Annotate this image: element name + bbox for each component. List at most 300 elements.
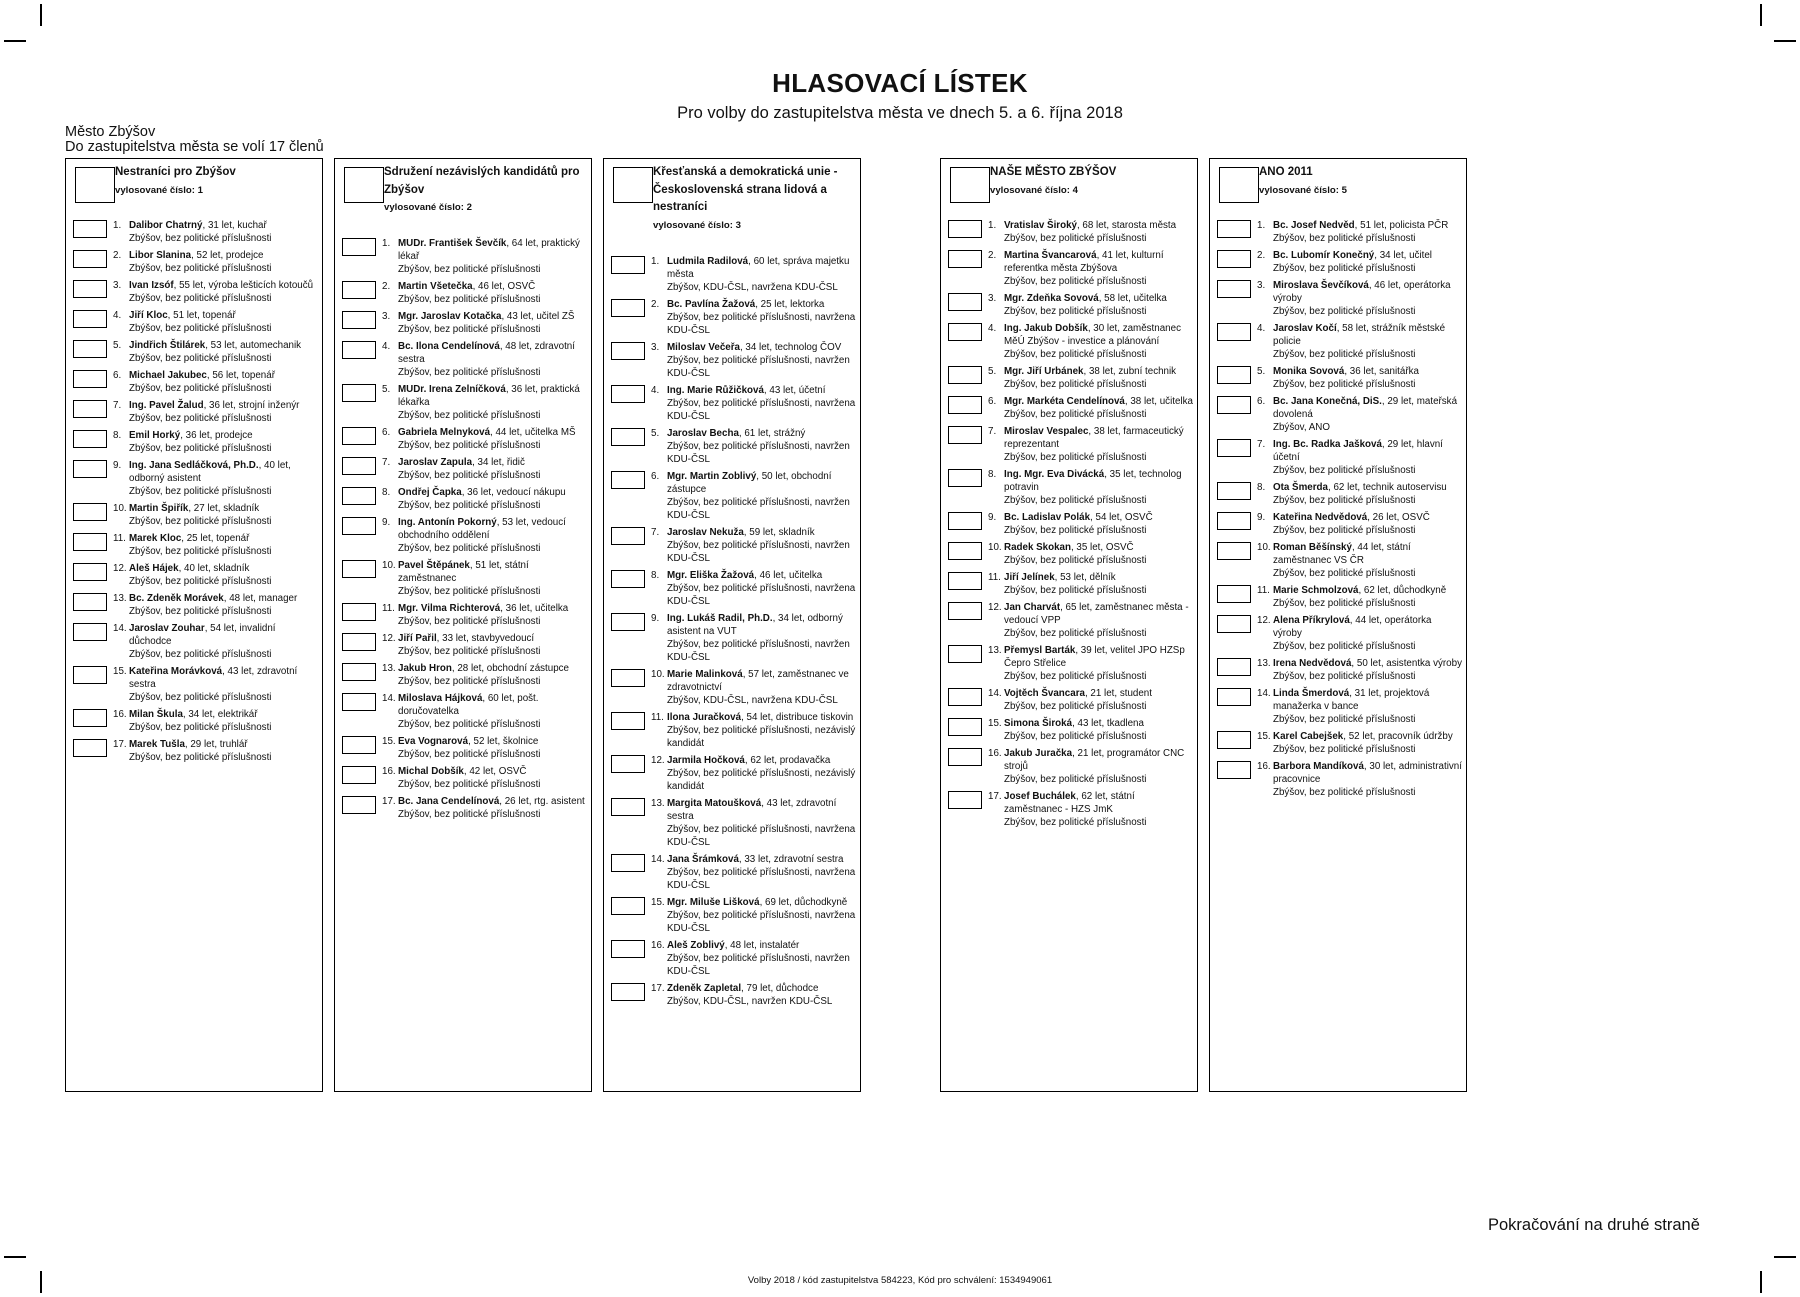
candidate-checkbox[interactable] — [342, 281, 376, 299]
candidate-info: , 42 let, OSVČ — [463, 766, 527, 777]
candidate-info: , 43 let, učitel ZŠ — [501, 311, 575, 322]
candidate-info: , 34 let, učitel — [1374, 250, 1432, 261]
candidate-info: , 36 let, praktická lékařka — [398, 384, 580, 408]
candidate-entry — [651, 797, 856, 849]
candidate-name: Jaroslav Becha — [667, 428, 739, 439]
candidate-checkbox[interactable] — [611, 527, 645, 545]
candidate-number: 4. — [651, 385, 660, 396]
candidate-number: 6. — [382, 427, 391, 438]
candidate-checkbox[interactable] — [342, 560, 376, 578]
candidate-affiliation: Zbýšov, bez politické příslušnosti — [398, 646, 541, 657]
candidate-affiliation: Zbýšov, bez politické příslušnosti — [1273, 306, 1416, 317]
candidate-entry — [1257, 687, 1462, 726]
candidate-name: Jaroslav Kočí — [1273, 323, 1337, 334]
candidate-checkbox[interactable] — [1217, 439, 1251, 457]
candidate-checkbox[interactable] — [342, 766, 376, 784]
candidate-info: , 54 let, distribuce tiskovin — [741, 712, 854, 723]
candidate-info: , 21 let, programátor CNC strojů — [1004, 748, 1185, 772]
candidate-checkbox[interactable] — [611, 471, 645, 489]
party-checkbox[interactable] — [1219, 167, 1259, 203]
candidate-checkbox[interactable] — [1217, 688, 1251, 706]
candidate-name: Přemysl Barták — [1004, 645, 1076, 656]
candidate-entry — [1257, 730, 1462, 756]
candidate-text — [129, 249, 318, 275]
candidate-entry — [988, 468, 1193, 507]
candidate-text — [129, 665, 318, 704]
candidate-number: 2. — [988, 250, 997, 261]
candidate-entry — [382, 795, 587, 821]
candidate-affiliation: Zbýšov, ANO — [1273, 422, 1330, 433]
candidate-number: 17. — [651, 983, 665, 994]
candidate-entry — [113, 562, 318, 588]
candidate-name: Miroslava Ševčíková — [1273, 280, 1369, 291]
candidate-checkbox[interactable] — [1217, 585, 1251, 603]
candidate-checkbox[interactable] — [948, 469, 982, 487]
candidate-number: 9. — [113, 460, 122, 471]
candidate-affiliation: Zbýšov, bez politické příslušnosti — [1004, 452, 1147, 463]
candidate-name: Martin Všetečka — [398, 281, 473, 292]
candidate-affiliation: Zbýšov, bez politické příslušnosti — [129, 752, 272, 763]
candidate-info: , 51 let, státní zaměstnanec — [398, 560, 529, 584]
candidate-text — [1004, 322, 1193, 361]
candidate-info: , 44 let, operátorka výroby — [1273, 615, 1432, 639]
candidate-checkbox[interactable] — [342, 238, 376, 256]
candidate-checkbox[interactable] — [948, 718, 982, 736]
candidate-number: 5. — [382, 384, 391, 395]
candidate-affiliation: Zbýšov, bez politické příslušnosti — [398, 470, 541, 481]
candidate-affiliation: Zbýšov, bez politické příslušnosti — [129, 516, 272, 527]
candidate-text — [1004, 395, 1193, 421]
candidate-checkbox[interactable] — [73, 666, 107, 684]
candidate-checkbox[interactable] — [948, 396, 982, 414]
candidate-entry — [651, 853, 856, 892]
candidate-info: , 55 let, výroba lešticích kotoučů — [173, 280, 314, 291]
candidate-checkbox[interactable] — [1217, 482, 1251, 500]
candidate-name: Jiří Jelínek — [1004, 572, 1055, 583]
candidate-info: , 29 let, hlavní účetní — [1273, 439, 1443, 463]
candidate-entry — [651, 384, 856, 423]
candidate-info: , 36 let, vedoucí nákupu — [461, 487, 566, 498]
candidate-number: 11. — [382, 603, 395, 614]
candidate-number: 16. — [382, 766, 396, 777]
candidate-text — [667, 255, 856, 294]
candidate-checkbox[interactable] — [73, 310, 107, 328]
candidate-text — [667, 982, 856, 1008]
candidate-checkbox[interactable] — [342, 384, 376, 402]
candidate-name: Jana Šrámková — [667, 854, 739, 865]
candidate-entry — [1257, 481, 1462, 507]
candidate-checkbox[interactable] — [948, 542, 982, 560]
candidate-number: 9. — [1257, 512, 1266, 523]
candidate-checkbox[interactable] — [1217, 512, 1251, 530]
candidate-text — [129, 738, 318, 764]
candidate-affiliation: Zbýšov, bez politické příslušnosti — [1273, 787, 1416, 798]
candidate-name: Bc. Ladislav Polák — [1004, 512, 1091, 523]
candidate-checkbox[interactable] — [948, 688, 982, 706]
candidate-info: , 69 let, důchodkyně — [759, 897, 848, 908]
candidate-text — [129, 339, 318, 365]
candidate-checkbox[interactable] — [611, 342, 645, 360]
candidate-entry — [382, 237, 587, 276]
municipality-name: Město Zbýšov — [65, 124, 156, 140]
party-checkbox[interactable] — [344, 167, 384, 203]
candidate-checkbox[interactable] — [1217, 323, 1251, 341]
candidate-checkbox[interactable] — [73, 400, 107, 418]
candidate-checkbox[interactable] — [342, 796, 376, 814]
candidate-text — [1273, 438, 1462, 477]
candidate-name: Jindřich Štilárek — [129, 340, 206, 351]
candidate-checkbox[interactable] — [342, 341, 376, 359]
candidate-name: Martin Špiřík — [129, 503, 189, 514]
candidate-affiliation: Zbýšov, KDU-ČSL, navržena KDU-ČSL — [667, 282, 838, 293]
candidate-name: Ing. Jana Sedláčková, Ph.D. — [129, 460, 259, 471]
candidate-text — [667, 853, 856, 892]
candidate-checkbox[interactable] — [73, 593, 107, 611]
candidate-checkbox[interactable] — [948, 512, 982, 530]
candidate-name: Ivan Izsóf — [129, 280, 174, 291]
candidate-checkbox[interactable] — [611, 428, 645, 446]
candidate-name: Ing. Pavel Žalud — [129, 400, 204, 411]
candidate-text — [1273, 584, 1462, 610]
candidate-checkbox[interactable] — [73, 340, 107, 358]
candidate-name: Libor Slanina — [129, 250, 192, 261]
candidate-checkbox[interactable] — [73, 220, 107, 238]
candidate-entry — [113, 339, 318, 365]
candidate-number: 14. — [988, 688, 1002, 699]
candidate-checkbox[interactable] — [611, 299, 645, 317]
candidate-checkbox[interactable] — [611, 940, 645, 958]
candidate-number: 3. — [113, 280, 122, 291]
candidate-affiliation: Zbýšov, bez politické příslušnosti — [1273, 744, 1416, 755]
candidate-number: 15. — [988, 718, 1002, 729]
party-column — [603, 158, 861, 1092]
party-column — [334, 158, 592, 1092]
candidate-number: 13. — [1257, 658, 1271, 669]
candidate-checkbox[interactable] — [1217, 280, 1251, 298]
candidate-name: Jan Charvát — [1004, 602, 1061, 613]
candidate-checkbox[interactable] — [73, 503, 107, 521]
candidate-number: 13. — [113, 593, 127, 604]
candidate-name: Zdeněk Zapletal — [667, 983, 742, 994]
candidate-entry — [382, 692, 587, 731]
candidate-number: 10. — [1257, 542, 1271, 553]
candidate-text — [398, 795, 587, 821]
candidate-checkbox[interactable] — [1217, 250, 1251, 268]
candidate-checkbox[interactable] — [342, 517, 376, 535]
party-checkbox[interactable] — [950, 167, 990, 203]
candidate-name: Vratislav Široký — [1004, 220, 1077, 231]
candidate-name: Ing. Bc. Radka Jašková — [1273, 439, 1382, 450]
candidate-checkbox[interactable] — [1217, 731, 1251, 749]
candidate-checkbox[interactable] — [342, 736, 376, 754]
candidate-entry — [988, 322, 1193, 361]
candidate-entry — [651, 754, 856, 793]
candidate-text — [398, 237, 587, 276]
crop-mark — [4, 1256, 26, 1258]
candidate-checkbox[interactable] — [611, 570, 645, 588]
candidate-name: MUDr. František Ševčík — [398, 238, 507, 249]
party-name: Nestraníci pro Zbýšov — [115, 166, 236, 178]
candidate-entry — [113, 369, 318, 395]
candidate-checkbox[interactable] — [948, 220, 982, 238]
candidate-checkbox[interactable] — [611, 613, 645, 631]
candidate-checkbox[interactable] — [1217, 366, 1251, 384]
candidate-checkbox[interactable] — [1217, 542, 1251, 560]
candidate-number: 5. — [651, 428, 660, 439]
candidate-number: 14. — [651, 854, 665, 865]
candidate-number: 14. — [1257, 688, 1271, 699]
candidate-affiliation: Zbýšov, bez politické příslušnosti — [129, 323, 272, 334]
candidate-number: 12. — [382, 633, 396, 644]
candidate-name: Emil Horký — [129, 430, 181, 441]
party-checkbox[interactable] — [75, 167, 115, 203]
candidate-info: , 29 let, mateřská dovolená — [1273, 396, 1458, 420]
candidate-affiliation: Zbýšov, bez politické příslušnosti — [398, 410, 541, 421]
candidate-number: 3. — [651, 342, 660, 353]
candidate-checkbox[interactable] — [948, 366, 982, 384]
candidate-entry — [113, 279, 318, 305]
candidate-entry — [988, 249, 1193, 288]
party-checkbox[interactable] — [613, 167, 653, 203]
candidate-checkbox[interactable] — [611, 712, 645, 730]
candidate-number: 5. — [988, 366, 997, 377]
candidate-number: 12. — [651, 755, 665, 766]
candidate-info: , 33 let, stavbyvedoucí — [436, 633, 535, 644]
candidate-checkbox[interactable] — [1217, 220, 1251, 238]
candidate-affiliation: Zbýšov, bez politické příslušnosti — [1273, 641, 1416, 652]
candidate-checkbox[interactable] — [948, 323, 982, 341]
candidate-number: 12. — [988, 602, 1002, 613]
candidate-name: Jaroslav Nekuža — [667, 527, 744, 538]
candidate-text — [129, 502, 318, 528]
candidate-entry — [382, 632, 587, 658]
candidate-text — [667, 569, 856, 608]
candidate-info: , 48 let, instalatér — [724, 940, 800, 951]
candidate-text — [1273, 687, 1462, 726]
candidate-checkbox[interactable] — [611, 983, 645, 1001]
candidate-entry — [382, 383, 587, 422]
candidate-affiliation: Zbýšov, bez politické příslušnosti — [398, 749, 541, 760]
candidate-checkbox[interactable] — [73, 430, 107, 448]
candidate-checkbox[interactable] — [73, 709, 107, 727]
candidate-checkbox[interactable] — [611, 385, 645, 403]
candidate-entry — [113, 309, 318, 335]
candidate-number: 10. — [382, 560, 396, 571]
lot-number: vylosované číslo: 5 — [1259, 184, 1347, 196]
candidate-checkbox[interactable] — [611, 669, 645, 687]
candidate-affiliation: Zbýšov, bez politické příslušnosti — [398, 719, 541, 730]
candidate-text — [1273, 395, 1462, 434]
candidate-text — [667, 470, 856, 522]
candidate-checkbox[interactable] — [73, 739, 107, 757]
candidate-entry — [651, 427, 856, 466]
candidate-info: , 44 let, učitelka MŠ — [490, 427, 576, 438]
candidate-checkbox[interactable] — [73, 533, 107, 551]
candidate-info: , 44 let, státní zaměstnanec VS ČR — [1273, 542, 1411, 566]
candidate-info: , 26 let, OSVČ — [1367, 512, 1430, 523]
candidate-checkbox[interactable] — [73, 280, 107, 298]
candidate-number: 15. — [113, 666, 127, 677]
candidate-name: Bc. Pavlína Žažová — [667, 299, 756, 310]
candidate-checkbox[interactable] — [342, 663, 376, 681]
candidate-text — [1273, 249, 1462, 275]
candidate-name: Marie Malinková — [667, 669, 743, 680]
candidate-affiliation: Zbýšov, bez politické příslušnosti, navržen KDU-ČSL — [667, 953, 850, 977]
lot-number: vylosované číslo: 3 — [653, 219, 741, 231]
candidate-checkbox[interactable] — [342, 633, 376, 651]
candidate-checkbox[interactable] — [73, 460, 107, 478]
candidate-checkbox[interactable] — [948, 748, 982, 766]
candidate-checkbox[interactable] — [948, 791, 982, 809]
candidate-affiliation: Zbýšov, bez politické příslušnosti, navržen KDU-ČSL — [667, 355, 850, 379]
candidate-number: 8. — [113, 430, 122, 441]
candidate-checkbox[interactable] — [1217, 396, 1251, 414]
candidate-name: Linda Šmerdová — [1273, 688, 1350, 699]
candidate-name: Radek Skokan — [1004, 542, 1071, 553]
candidate-text — [1273, 511, 1462, 537]
candidate-checkbox[interactable] — [342, 427, 376, 445]
candidate-checkbox[interactable] — [73, 370, 107, 388]
candidate-checkbox[interactable] — [73, 623, 107, 641]
candidate-checkbox[interactable] — [1217, 761, 1251, 779]
candidate-entry — [1257, 657, 1462, 683]
candidate-entry — [382, 602, 587, 628]
candidate-text — [1004, 292, 1193, 318]
candidate-checkbox[interactable] — [1217, 615, 1251, 633]
candidate-name: Marek Tušla — [129, 739, 185, 750]
candidate-name: Eva Vognarová — [398, 736, 469, 747]
candidate-number: 13. — [988, 645, 1002, 656]
candidate-checkbox[interactable] — [611, 755, 645, 773]
candidate-number: 7. — [988, 426, 997, 437]
party-name: Sdružení nezávislých kandidátů pro Zbýšov — [384, 166, 580, 196]
candidate-entry — [651, 298, 856, 337]
candidate-text — [667, 526, 856, 565]
candidate-checkbox[interactable] — [73, 563, 107, 581]
candidate-name: Ludmila Radilová — [667, 256, 749, 267]
candidate-name: Aleš Zoblivý — [667, 940, 725, 951]
candidate-name: Gabriela Melnyková — [398, 427, 491, 438]
candidate-number: 16. — [988, 748, 1002, 759]
candidate-affiliation: Zbýšov, bez politické příslušnosti — [129, 413, 272, 424]
candidate-checkbox[interactable] — [948, 426, 982, 444]
candidate-info: , 34 let, technolog ČOV — [739, 342, 842, 353]
candidate-checkbox[interactable] — [342, 487, 376, 505]
candidate-checkbox[interactable] — [342, 693, 376, 711]
candidate-text — [1273, 760, 1462, 799]
candidate-text — [667, 797, 856, 849]
candidate-info: , 60 let, správa majetku města — [667, 256, 850, 280]
candidate-number: 11. — [113, 533, 126, 544]
candidate-text — [667, 341, 856, 380]
ballot-subtitle: Pro volby do zastupitelstva města ve dnech 5. a 6. října 2018 — [677, 104, 1123, 122]
candidate-checkbox[interactable] — [611, 798, 645, 816]
candidate-info: , 41 let, kulturní referentka města Zbýšova — [1004, 250, 1164, 274]
candidate-affiliation: Zbýšov, bez politické příslušnosti, navržena KDU-ČSL — [667, 867, 856, 891]
candidate-text — [129, 279, 318, 305]
candidate-affiliation: Zbýšov, bez politické příslušnosti — [129, 486, 272, 497]
candidate-checkbox[interactable] — [948, 602, 982, 620]
candidate-entry — [382, 340, 587, 379]
candidate-info: , 40 let, odborný asistent — [129, 460, 291, 484]
candidate-text — [129, 459, 318, 498]
candidate-checkbox[interactable] — [611, 897, 645, 915]
candidate-affiliation: Zbýšov, bez politické příslušnosti — [129, 353, 272, 364]
candidate-affiliation: Zbýšov, bez politické příslušnosti — [1004, 525, 1147, 536]
candidate-text — [1004, 790, 1193, 829]
candidate-entry — [988, 747, 1193, 786]
candidate-entry — [113, 459, 318, 498]
candidate-checkbox[interactable] — [611, 256, 645, 274]
candidate-text — [129, 562, 318, 588]
candidate-entry — [113, 622, 318, 661]
candidate-number: 11. — [988, 572, 1001, 583]
candidate-entry — [988, 717, 1193, 743]
candidate-info: , 35 let, OSVČ — [1070, 542, 1134, 553]
candidate-name: Mgr. Jaroslav Kotačka — [398, 311, 502, 322]
candidate-number: 3. — [988, 293, 997, 304]
candidate-name: Mgr. Jiří Urbánek — [1004, 366, 1084, 377]
candidate-number: 15. — [1257, 731, 1271, 742]
candidate-text — [667, 612, 856, 664]
candidate-entry — [382, 486, 587, 512]
candidate-affiliation: Zbýšov, bez politické příslušnosti, navržena KDU-ČSL — [667, 312, 856, 336]
candidate-affiliation: Zbýšov, bez politické příslušnosti, navržena KDU-ČSL — [667, 583, 856, 607]
candidate-checkbox[interactable] — [948, 293, 982, 311]
candidate-affiliation: Zbýšov, KDU-ČSL, navržena KDU-ČSL — [667, 695, 838, 706]
candidate-checkbox[interactable] — [948, 250, 982, 268]
candidate-number: 6. — [988, 396, 997, 407]
candidate-name: Martina Švancarová — [1004, 250, 1097, 261]
candidate-affiliation: Zbýšov, bez politické příslušnosti — [1273, 465, 1416, 476]
candidate-affiliation: Zbýšov, bez politické příslušnosti — [1273, 598, 1416, 609]
candidate-entry — [651, 896, 856, 935]
candidate-checkbox[interactable] — [342, 311, 376, 329]
candidate-name: Josef Buchálek — [1004, 791, 1076, 802]
candidate-info: , 34 let, řidič — [472, 457, 525, 468]
candidate-checkbox[interactable] — [948, 572, 982, 590]
candidate-entry — [988, 395, 1193, 421]
candidate-entry — [113, 708, 318, 734]
candidate-affiliation: Zbýšov, bez politické příslušnosti — [1004, 409, 1147, 420]
candidate-info: , 27 let, skladník — [188, 503, 260, 514]
candidate-info: , 53 let, vedoucí obchodního oddělení — [398, 517, 566, 541]
candidate-entry — [113, 665, 318, 704]
candidate-name: Bc. Ilona Cendelínová — [398, 341, 500, 352]
candidate-info: , 43 let, zdravotní sestra — [667, 798, 837, 822]
candidate-checkbox[interactable] — [1217, 658, 1251, 676]
candidate-number: 2. — [382, 281, 391, 292]
candidate-checkbox[interactable] — [342, 457, 376, 475]
candidate-affiliation: Zbýšov, bez politické příslušnosti — [1004, 774, 1147, 785]
crop-mark — [1774, 40, 1796, 42]
candidate-text — [1273, 279, 1462, 318]
candidate-entry — [1257, 511, 1462, 537]
candidate-checkbox[interactable] — [948, 645, 982, 663]
candidate-entry — [382, 310, 587, 336]
candidate-affiliation: Zbýšov, bez politické příslušnosti — [1273, 379, 1416, 390]
candidate-text — [667, 384, 856, 423]
candidate-info: , 62 let, státní zaměstnanec - HZS JmK — [1004, 791, 1135, 815]
candidate-checkbox[interactable] — [73, 250, 107, 268]
candidate-name: Irena Nedvědová — [1273, 658, 1352, 669]
candidate-name: MUDr. Irena Zelníčková — [398, 384, 506, 395]
candidate-checkbox[interactable] — [342, 603, 376, 621]
candidate-entry — [651, 982, 856, 1008]
candidate-checkbox[interactable] — [611, 854, 645, 872]
candidate-affiliation: Zbýšov, bez politické příslušnosti — [1004, 585, 1147, 596]
candidate-info: , 60 let, pošt. doručovatelka — [398, 693, 539, 717]
